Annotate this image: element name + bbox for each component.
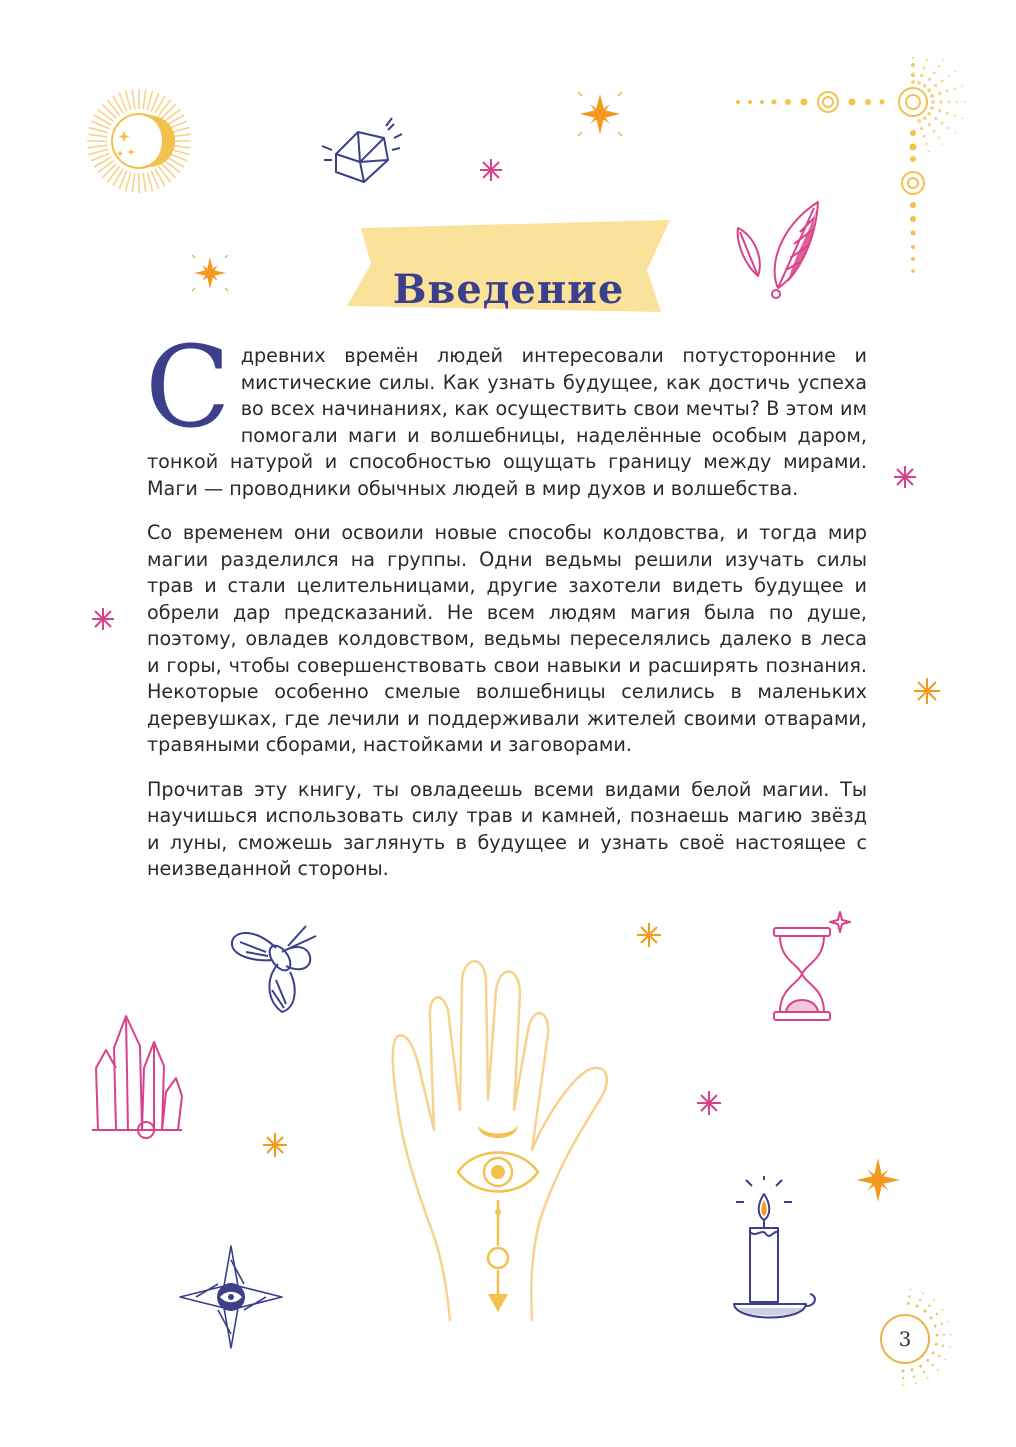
pink-star-icon <box>476 155 506 185</box>
hourglass-icon <box>766 908 856 1028</box>
crystal-icon <box>314 112 414 192</box>
compass-star-eye-icon <box>176 1242 286 1352</box>
body-text <box>145 323 867 901</box>
orange-star-icon <box>182 245 238 301</box>
drop-cap: С <box>145 323 231 453</box>
crystals-cluster-icon <box>86 1012 186 1142</box>
feathers-icon <box>728 196 828 306</box>
orange-star-icon <box>566 80 634 148</box>
orange-star-icon <box>632 918 666 952</box>
page-number: 3 <box>880 1314 930 1364</box>
pink-star-icon <box>88 604 118 634</box>
candle-icon <box>726 1176 826 1326</box>
paragraph-3: Прочитав эту книгу, ты овладеешь всеми видами белой магии. Ты научишься использовать силу трав и камней, познаешь магию звёзд и луны, сможешь заглянуть в будущее и узнать своё настоящее с неизведанной стороны. <box>147 777 867 880</box>
moth-icon <box>226 918 330 1018</box>
orange-star-icon <box>910 674 944 708</box>
page-title: Введение <box>392 266 625 314</box>
hand-eye-icon <box>380 950 670 1330</box>
paragraph-1: Сдревних времён людей интересовали потусторонние и мистические силы. Как узнать будущее, как достичь успеха во всех начинаниях, как осуществить свои мечты? В этом им помогали маги и волшебницы, наделённые особым даром, тонкой натурой и способностью ощущать границу между мирами. Маги — проводники обычных людей в мир духов и волшебства. <box>145 323 867 500</box>
moon-sun-icon <box>84 86 194 196</box>
paragraph-2: Со временем они освоили новые способы колдовства, и тогда мир магии разделился на группы. Одни ведьмы решили изучать силы трав и стали целительницами, другие захотели видеть будущее и обрели дар предсказаний. Не всем людям магия была по душе, поэтому, овладев колдовством, ведьмы переселялись далеко в леса и горы, чтобы совершенствовать свои навыки и расширять познания. Некоторые особенно смелые волшебницы селились в маленьких деревушках, где лечили и поддерживали жителей своими отварами, травяными сборами, настойками и заговорами. <box>147 521 867 756</box>
pink-star-icon <box>692 1086 726 1120</box>
orange-star-icon <box>258 1128 292 1162</box>
pink-star-icon <box>890 462 920 492</box>
orange-star-icon <box>842 1144 914 1216</box>
